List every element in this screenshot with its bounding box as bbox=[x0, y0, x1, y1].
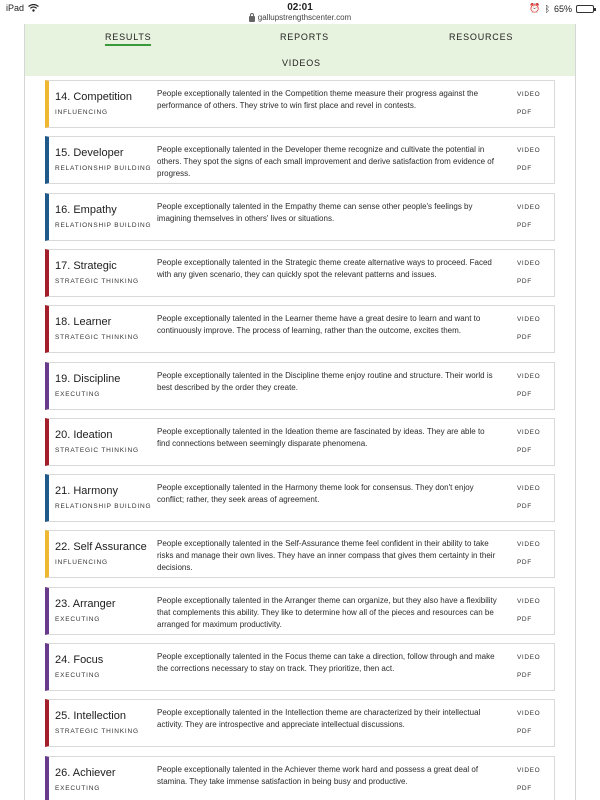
theme-title: 20. Ideation bbox=[55, 428, 113, 441]
nav-reports[interactable]: REPORTS bbox=[280, 32, 329, 42]
theme-description: People exceptionally talented in the Discipline theme enjoy routine and structure. Their world is best described by the order they create. bbox=[157, 370, 493, 392]
theme-category: INFLUENCING bbox=[55, 559, 108, 567]
status-bar bbox=[0, 0, 600, 24]
address-bar[interactable] bbox=[0, 13, 600, 22]
address-url: gallupstrengthscenter.com bbox=[257, 13, 352, 22]
video-link[interactable]: VIDEO bbox=[517, 316, 541, 324]
theme-description: People exceptionally talented in the Learner theme have a great desire to learn and want to continuously improve. The process of learning, rather than the outcome, excites them. bbox=[157, 314, 481, 336]
theme-title: 16. Empathy bbox=[55, 203, 117, 216]
video-link[interactable]: VIDEO bbox=[517, 766, 541, 774]
theme-description: People exceptionally talented in the Self-Assurance theme feel confident in their ability to take risks and manage their own lives. They have an inner compass that gives them certainty in their decisions. bbox=[157, 539, 496, 573]
theme-title: 24. Focus bbox=[55, 654, 104, 666]
theme-title: 15. Developer bbox=[55, 147, 124, 160]
theme-category: STRATEGIC THINKING bbox=[55, 277, 139, 285]
page-frame bbox=[24, 24, 576, 800]
theme-title: 22. Self Assurance bbox=[55, 541, 147, 554]
theme-description: People exceptionally talented in the Achiever theme work hard and possess a great deal of stamina. They take immense satisfaction in being busy and productive. bbox=[157, 764, 479, 786]
theme-card bbox=[45, 193, 555, 241]
pdf-link[interactable]: PDF bbox=[517, 784, 532, 792]
pdf-link[interactable]: PDF bbox=[517, 109, 532, 116]
pdf-link[interactable]: PDF bbox=[517, 446, 532, 454]
theme-title: 26. Achiever bbox=[55, 766, 116, 779]
pdf-link[interactable]: PDF bbox=[517, 277, 532, 285]
video-link[interactable]: VIDEO bbox=[517, 147, 541, 155]
theme-description: People exceptionally talented in the Empathy theme can sense other people's feelings by imagining themselves in others' lives or situations. bbox=[157, 201, 473, 223]
theme-description: People exceptionally talented in the Ideation theme are fascinated by ideas. They are able to find connections between seemingly disparate phenomena. bbox=[157, 426, 485, 448]
theme-title: 18. Learner bbox=[55, 316, 112, 329]
pdf-link[interactable]: PDF bbox=[517, 615, 532, 623]
theme-card bbox=[45, 643, 555, 691]
theme-category: EXECUTING bbox=[55, 784, 101, 792]
theme-card bbox=[45, 474, 555, 522]
video-link[interactable]: VIDEO bbox=[517, 203, 541, 211]
theme-card bbox=[45, 418, 555, 466]
pdf-link[interactable]: PDF bbox=[517, 334, 532, 342]
theme-description: People exceptionally talented in the Competition theme measure their progress against the performance of others. They strive to win first place and revel in contests. bbox=[157, 89, 479, 110]
video-link[interactable]: VIDEO bbox=[517, 654, 541, 661]
bluetooth-icon: ᛒ bbox=[544, 3, 550, 14]
theme-card bbox=[45, 530, 555, 578]
video-link[interactable]: VIDEO bbox=[517, 597, 541, 605]
battery-percent: 65% bbox=[553, 3, 572, 14]
theme-title: 25. Intellection bbox=[55, 710, 126, 723]
theme-category: INFLUENCING bbox=[55, 109, 108, 116]
device-label: iPad bbox=[6, 3, 25, 13]
theme-category: RELATIONSHIP BUILDING bbox=[55, 221, 152, 229]
lock-icon bbox=[249, 16, 255, 22]
battery-icon bbox=[576, 5, 594, 13]
theme-title: 21. Harmony bbox=[55, 485, 118, 498]
theme-card bbox=[45, 136, 555, 184]
theme-description: People exceptionally talented in the Harmony theme look for consensus. They don't enjoy conflict; rather, they seek areas of agreement. bbox=[157, 483, 474, 505]
theme-description: People exceptionally talented in the Focus theme can take a direction, follow through and make the corrections necessary to stay on track. They prioritize, then act. bbox=[157, 652, 495, 673]
video-link[interactable]: VIDEO bbox=[517, 485, 541, 493]
theme-card bbox=[45, 587, 555, 635]
theme-category: RELATIONSHIP BUILDING bbox=[55, 165, 152, 173]
theme-card bbox=[45, 756, 555, 800]
theme-card bbox=[45, 362, 555, 410]
video-link[interactable]: VIDEO bbox=[517, 710, 541, 718]
video-link[interactable]: VIDEO bbox=[517, 372, 541, 380]
video-link[interactable]: VIDEO bbox=[517, 541, 541, 549]
theme-category: STRATEGIC THINKING bbox=[55, 334, 139, 342]
theme-category: EXECUTING bbox=[55, 672, 101, 679]
video-link[interactable]: VIDEO bbox=[517, 91, 541, 98]
theme-category: RELATIONSHIP BUILDING bbox=[55, 503, 152, 511]
pdf-link[interactable]: PDF bbox=[517, 503, 532, 511]
theme-card bbox=[45, 305, 555, 353]
video-link[interactable]: VIDEO bbox=[517, 259, 541, 267]
pdf-link[interactable]: PDF bbox=[517, 221, 532, 229]
theme-card bbox=[45, 699, 555, 747]
nav-resources[interactable]: RESOURCES bbox=[449, 32, 514, 42]
theme-category: STRATEGIC THINKING bbox=[55, 446, 139, 454]
pdf-link[interactable]: PDF bbox=[517, 559, 532, 567]
pdf-link[interactable]: PDF bbox=[517, 728, 532, 736]
theme-card bbox=[45, 249, 555, 297]
video-link[interactable]: VIDEO bbox=[517, 428, 541, 436]
top-nav bbox=[25, 24, 575, 76]
nav-videos[interactable]: VIDEOS bbox=[282, 58, 321, 68]
status-time: 02:01 bbox=[287, 2, 313, 13]
theme-card bbox=[45, 80, 555, 128]
theme-title: 14. Competition bbox=[55, 91, 133, 103]
theme-title: 17. Strategic bbox=[55, 259, 117, 272]
theme-category: EXECUTING bbox=[55, 390, 101, 398]
status-right bbox=[529, 3, 594, 14]
pdf-link[interactable]: PDF bbox=[517, 390, 532, 398]
theme-category: EXECUTING bbox=[55, 615, 101, 623]
theme-description: People exceptionally talented in the Arranger theme can organize, but they also have a flexibility that complements this ability. They like to determine how all of the pieces and resources can be arranged for maximum productivity. bbox=[157, 595, 497, 629]
pdf-link[interactable]: PDF bbox=[517, 672, 532, 679]
theme-title: 23. Arranger bbox=[55, 597, 116, 610]
theme-description: People exceptionally talented in the Intellection theme are characterized by their intellectual activity. They are introspective and appreciate intellectual discussions. bbox=[157, 708, 481, 730]
theme-category: STRATEGIC THINKING bbox=[55, 728, 139, 736]
alarm-icon: ⏰ bbox=[529, 3, 541, 13]
pdf-link[interactable]: PDF bbox=[517, 165, 532, 173]
theme-title: 19. Discipline bbox=[55, 372, 121, 385]
theme-description: People exceptionally talented in the Strategic theme create alternative ways to proceed. Faced with any given scenario, they can quickly spot the relevant patterns and issues. bbox=[157, 257, 492, 279]
nav-results[interactable]: RESULTS bbox=[105, 32, 151, 46]
theme-description: People exceptionally talented in the Developer theme recognize and cultivate the potential in others. They spot the signs of each small improvement and derive satisfaction from evidence of progress. bbox=[157, 145, 494, 179]
